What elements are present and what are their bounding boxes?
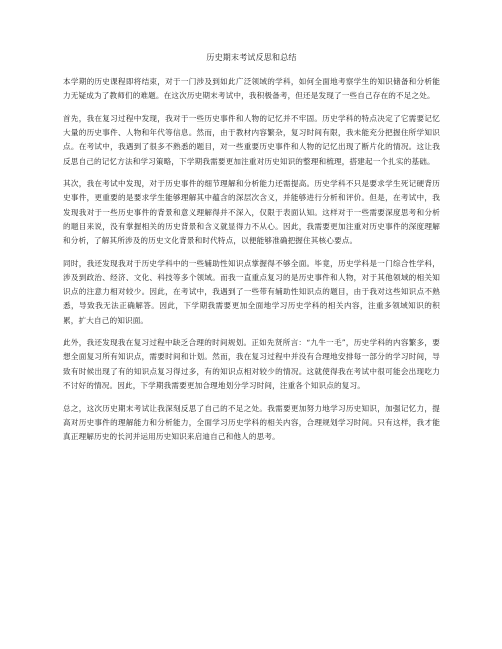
- paragraph-time-planning: 此外，我还发现我在复习过程中缺乏合理的时间规划。正如先贤所言：“九牛一毛”，历史学科的内容繁多，要想全面复习所有知识点，需要时间和计划。然而，我在复习过程中并没有合理地安排每一部分的学习时间，导致有时候出现了有的知识点复习得过多，有的知识点相对较少的情况。这就使得我在考试中很可能会出现吃力不讨好的情况。因此，下学期我需要更加合理地划分学习时间，注重各个知识点的复习。: [63, 338, 440, 390]
- paragraph-memory: 首先，我在复习过程中发现，我对于一些历史事件和人物的记忆并不牢固。历史学科的特点决定了它需要记忆大量的历史事件、人物和年代等信息。然而，由于教材内容繁杂，复习时间有限，我未能充分把握住所学知识点。在考试中，我遇到了很多不熟悉的题目，对一些重要历史事件和人物的记忆出现了断片化的情况。这让我反思自己的记忆方法和学习策略，下学期我需要更加注重对历史知识的整理和梳理，搭建起一个扎实的基础。: [63, 113, 440, 166]
- document-title: 历史期末考试反思和总结: [206, 53, 297, 62]
- paragraph-auxiliary-knowledge: 同时，我还发现我对于历史学科中的一些辅助性知识点掌握得不够全面。毕竟，历史学科是一门综合性学科，涉及到政治、经济、文化、科技等多个领域。而我一直重点复习的是历史事件和人物，对于其他领域的相关知识点的注意力相对较少。因此，在考试中，我遇到了一些带有辅助性知识点的题目，由于我对这些知识点不熟悉，导致我无法正确解答。因此，下学期我需要更加全面地学习历史学科的相关内容，注重多领域知识的积累，扩大自己的知识面。: [63, 258, 440, 325]
- paragraph-analysis: 其次，我在考试中发现，对于历史事件的细节理解和分析能力还需提高。历史学科不只是要求学生死记硬背历史事件，更重要的是要求学生能够理解其中蕴含的深层次含义，并能够进行分析和评价。但是，在考试中，我发现我对于一些历史事件的背景和意义理解得并不深入，仅限于表面认知。这样对于一些需要深度思考和分析的题目来说，没有掌握相关的历史背景和含义就显得力不从心。因此，我需要更加注重对历史事件的深度理解和分析，了解其所涉及的历史文化背景和时代特点，以便能够准确把握住其核心要点。: [63, 179, 440, 246]
- paragraph-conclusion: 总之，这次历史期末考试让我深刻反思了自己的不足之处。我需要更加努力地学习历史知识，加强记忆力，提高对历史事件的理解能力和分析能力，全面学习历史学科的相关内容，合理规划学习时间。只有这样，我才能真正理解历史的长河并运用历史知识来启迪自己和他人的思考。: [63, 403, 440, 441]
- paragraph-intro: 本学期的历史课程即将结束，对于一门涉及到如此广泛领域的学科，如何全面地考察学生的知识储备和分析能力无疑成为了教师们的难题。在这次历史期末考试中，我积极备考，但还是发现了一些自己存在的不足之处。: [63, 77, 440, 101]
